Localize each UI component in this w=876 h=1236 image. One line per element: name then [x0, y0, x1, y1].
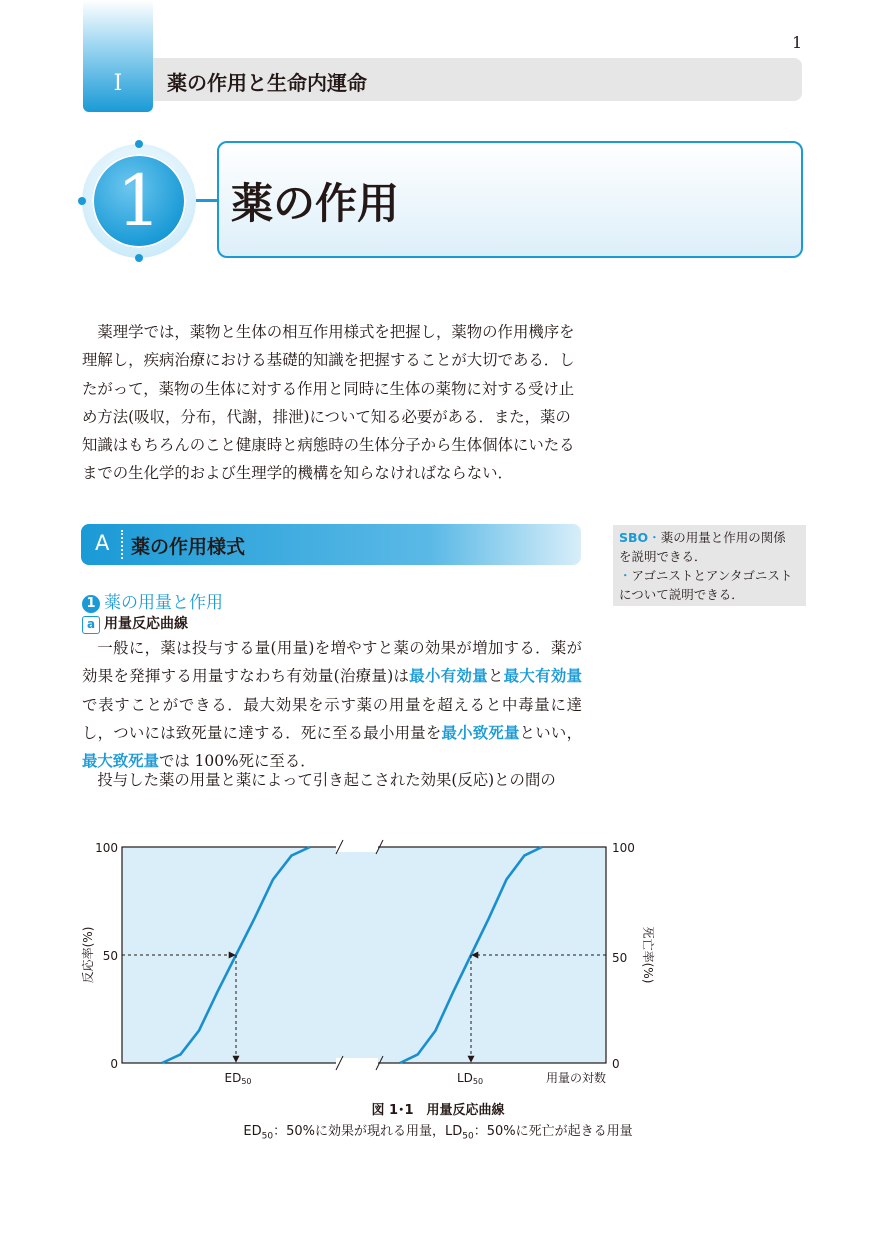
chapter-title-box [217, 141, 803, 258]
sbo-item: 薬の用量と作用の関係 [660, 530, 786, 545]
subsection-heading [82, 588, 223, 613]
subsubsection-title: 用量反応曲線 [104, 616, 188, 632]
subsubsection-letter: a [82, 616, 100, 634]
body-paragraph [82, 634, 582, 775]
chapter-title: 薬の作用 [231, 179, 400, 228]
badge-dot-top [135, 140, 143, 148]
sbo-item: を説明できる． [619, 549, 707, 564]
note-ed-text: ：50%に効果が現れる用量， [273, 1124, 445, 1139]
term-highlight: 最大有効量 [503, 667, 582, 686]
sbo-bullet: ・ [648, 530, 661, 545]
x-axis-label: 用量の対数 [545, 1071, 606, 1085]
body-text: と [487, 667, 504, 686]
sbo-item: について説明できる． [619, 587, 744, 602]
dose-response-chart [70, 830, 670, 1092]
part-title: 薬の作用と生命内運命 [167, 71, 367, 95]
section-heading [81, 524, 581, 565]
y-tick-right: 0 [612, 1057, 620, 1071]
y-axis-label-left: 反応率(%) [81, 926, 95, 984]
term-highlight: 最大致死量 [82, 752, 159, 771]
chapter-connector [196, 199, 218, 202]
intro-line: たがって，薬物の生体に対する作用と同時に生体の薬物に対する受け止 [82, 379, 575, 398]
subsection-title: 薬の用量と作用 [104, 593, 223, 613]
figure-note [0, 1120, 876, 1142]
sbo-tag: SBO [619, 530, 649, 545]
body-paragraph [82, 766, 582, 794]
part-numeral: I [113, 71, 123, 96]
note-sub: 50 [462, 1131, 474, 1142]
intro-line: め方法(吸収，分布，代謝，排泄)について知る必要がある．また，薬の [82, 407, 571, 426]
intro-line: 理解し，疾病治療における基礎的知識を把握することが大切である．し [82, 351, 575, 370]
note-ld: LD [444, 1124, 463, 1139]
subsubsection-heading [82, 613, 188, 634]
note-ld-text: ：50%に死亡が起きる用量 [473, 1124, 633, 1139]
page-number: 1 [792, 33, 803, 52]
intro-line: 薬理学では，薬物と生体の相互作用様式を把握し，薬物の作用機序を [97, 323, 575, 341]
figure-caption: 図 1･1 用量反応曲線 [371, 1103, 505, 1118]
body-text: といい， [519, 723, 582, 742]
badge-dot-left [78, 197, 86, 205]
term-highlight: 最小致死量 [441, 723, 520, 742]
y-tick-left: 50 [102, 949, 118, 963]
axis-break-top [336, 842, 378, 852]
badge-dot-bottom [135, 254, 143, 262]
y-tick-left: 100 [95, 841, 118, 855]
section-title: 薬の作用様式 [131, 536, 246, 558]
y-tick-right: 100 [612, 841, 635, 855]
body-text: 一般に，薬は投与する量(用量)を増やすと薬の効果が増加する．薬が効果を発揮する用量すなわち有効量(治療量)は [82, 639, 582, 686]
y-tick-right: 50 [612, 951, 628, 965]
intro-line: 知識はもちろんのこと健康時と病態時の生体分子から生体個体にいたる [82, 436, 575, 455]
ld50-label: LD50 [456, 1071, 484, 1086]
part-tab [83, 0, 153, 112]
note-sub: 50 [261, 1131, 274, 1142]
sbo-box [613, 525, 806, 606]
term-highlight: 最小有効量 [409, 667, 488, 686]
part-title-bar [153, 58, 802, 101]
sbo-item: アゴニストとアンタゴニスト [631, 568, 793, 583]
body-text: で表すことができる．最大効果を示す薬の用量を超えると中毒量に達し，ついには致死量に達する．死に至る最小用量を [82, 695, 582, 742]
intro-paragraph [82, 318, 582, 488]
section-letter: A [95, 531, 110, 555]
axis-break-bottom [336, 1058, 378, 1068]
chapter-number: 1 [116, 160, 162, 242]
note-ed: ED [243, 1124, 262, 1139]
chapter-badge [92, 154, 186, 248]
sbo-bullet: ・ [619, 568, 632, 583]
y-tick-left: 0 [110, 1057, 118, 1071]
y-axis-label-right: 死亡率(%) [641, 926, 655, 984]
intro-line: までの生化学的および生理学的機構を知らなければならない． [82, 464, 513, 483]
subsection-number: 1 [82, 595, 100, 613]
section-separator [121, 530, 123, 559]
body-text: では 100%死に至る． [158, 752, 316, 771]
ed50-label: ED50 [224, 1071, 252, 1086]
body-text: 投与した薬の用量と薬によって引き起こされた効果(反応)との間の [97, 771, 556, 789]
